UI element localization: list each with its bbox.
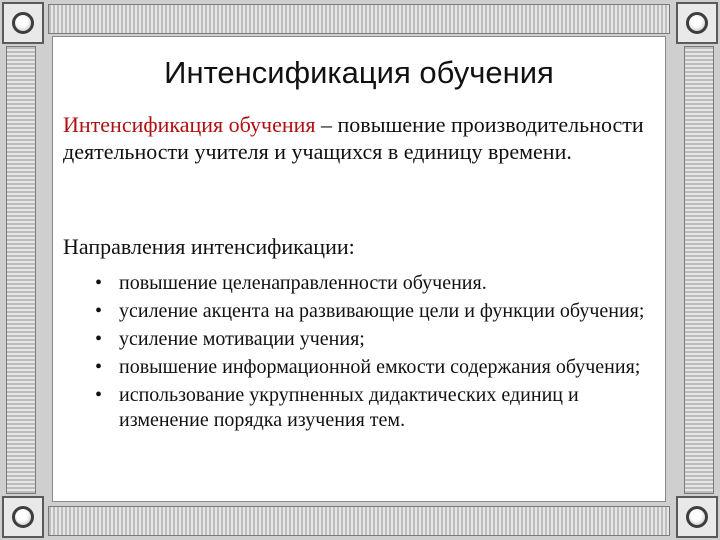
right-border-stripes — [684, 46, 714, 494]
ring-icon — [686, 12, 708, 34]
slide-title: Интенсификация обучения — [164, 55, 554, 90]
corner-ornament-top-right — [676, 2, 718, 44]
ring-icon — [12, 12, 34, 34]
bullet-icon: • — [95, 356, 103, 378]
corner-ornament-bottom-left — [2, 496, 44, 538]
bullet-icon: • — [95, 328, 103, 350]
bullet-icon: • — [95, 272, 103, 294]
list-item: • усиление мотивации учения; — [95, 328, 365, 350]
definition-paragraph — [63, 111, 653, 165]
left-border-stripes — [6, 46, 36, 494]
list-item: • усиление акцента на развивающие цели и функции обучения; — [95, 300, 645, 322]
ring-icon — [686, 506, 708, 528]
corner-ornament-bottom-right — [676, 496, 718, 538]
bottom-border-stripes — [48, 506, 670, 536]
list-item: • использование укрупненных дидактических единиц и изменение порядка изучения тем. — [95, 384, 579, 431]
list-item: • повышение информационной емкости содержания обучения; — [95, 356, 641, 378]
corner-ornament-top-left — [2, 2, 44, 44]
directions-list — [93, 271, 663, 436]
top-border-stripes — [48, 4, 670, 34]
ring-icon — [12, 506, 34, 528]
directions-heading: Направления интенсификации: — [63, 234, 355, 259]
list-item: • повышение целенаправленности обучения. — [95, 272, 487, 294]
definition-text: – повышение производительности деятельности учителя и учащихся в единицу времени. — [63, 112, 644, 164]
bullet-icon: • — [95, 300, 103, 322]
definition-term: Интенсификация обучения — [63, 112, 316, 137]
slide-content — [52, 36, 666, 502]
bullet-icon: • — [95, 384, 103, 406]
